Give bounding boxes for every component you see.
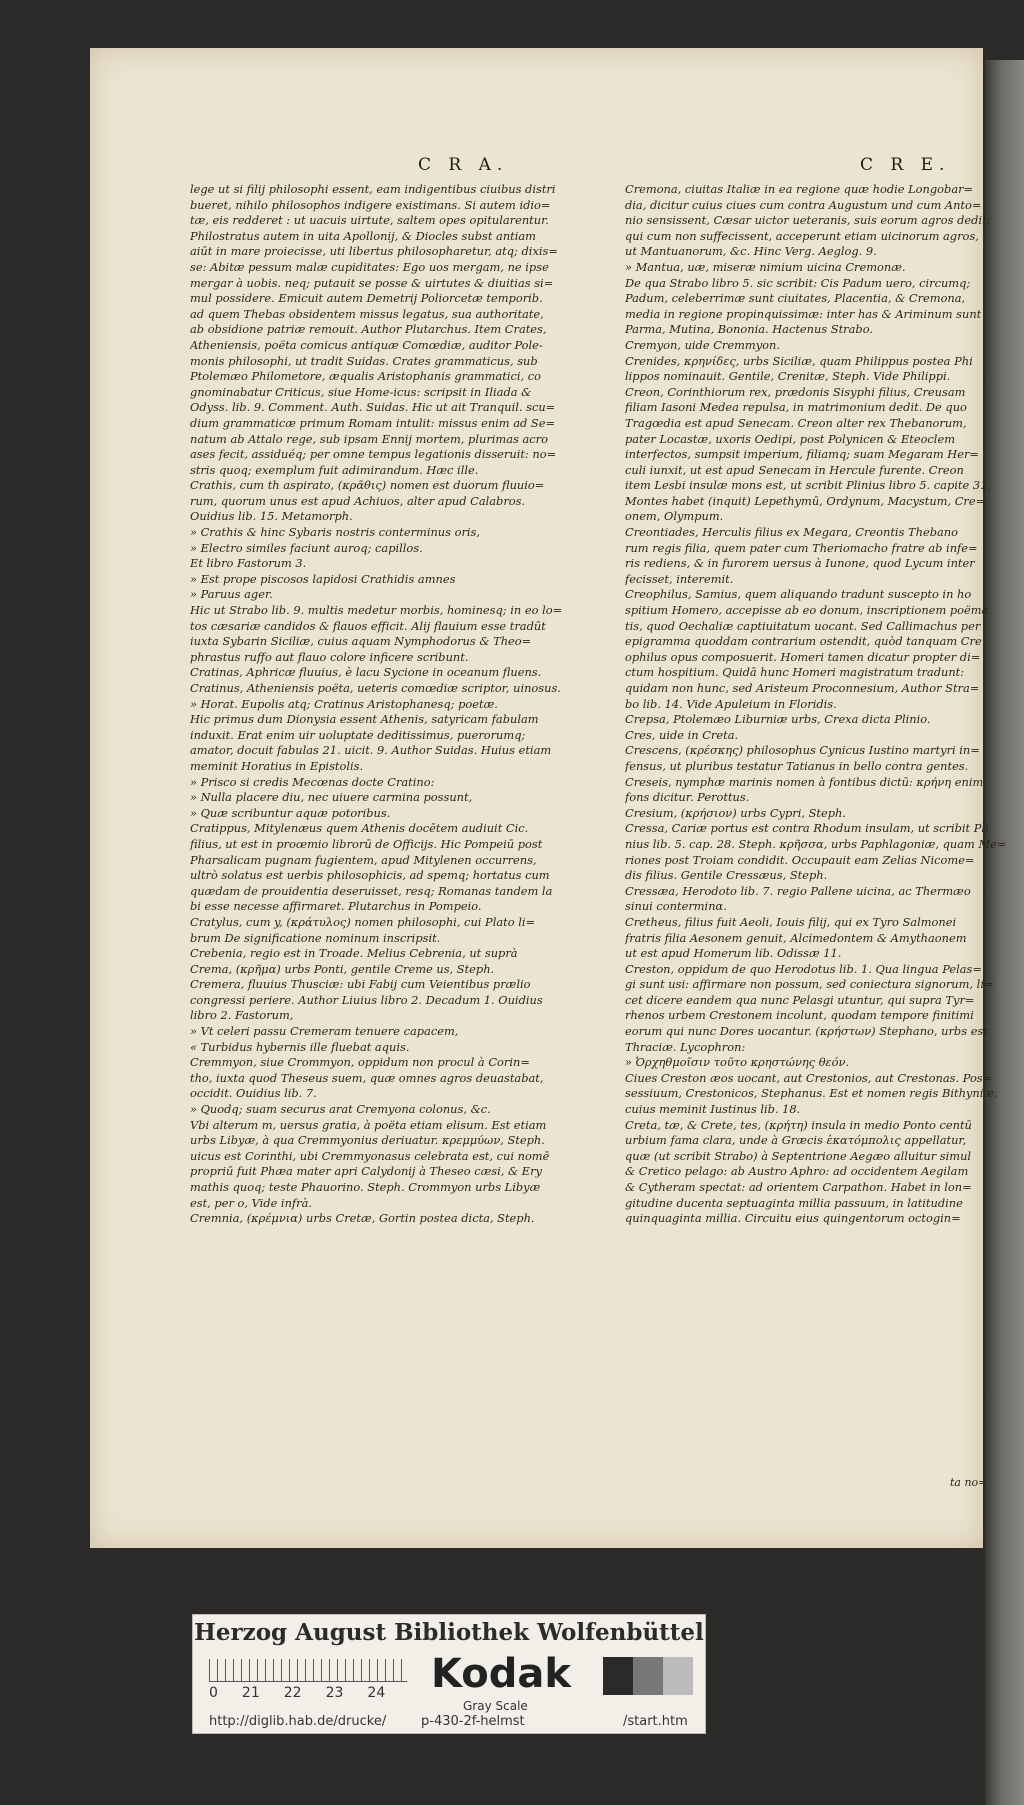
ruler-number: 21 xyxy=(241,1685,260,1701)
text-line: Montes habet (inquit) Lepethymū, Ordynum, Macystum, Cre= xyxy=(625,493,986,508)
text-line: Crema, (κρῆμα) urbs Ponti, gentile Creme us, Steph. xyxy=(190,961,495,976)
text-line: De qua Strabo libro 5. sic scribit: Cis Padum uero, circumq; xyxy=(625,275,971,290)
text-line: tho, iuxta quod Theseus suem, quæ omnes agros deuastabat, xyxy=(190,1070,544,1085)
library-name: Herzog August Bibliothek Wolfenbüttel xyxy=(194,1619,704,1646)
text-line: amator, docuit fabulas 21. uicit. 9. Author Suidas. Huius etiam xyxy=(190,743,552,758)
ruler-number: 0 xyxy=(209,1685,218,1701)
ruler-number: 23 xyxy=(325,1685,344,1701)
text-line: Ouidius lib. 15. Metamorph. xyxy=(190,509,353,524)
text-line: » Est prope piscosos lapidosi Crathidis amnes xyxy=(190,571,456,586)
text-line: Ptolemæo Philometore, æqualis Aristophanis grammatici, co xyxy=(190,369,541,384)
text-line: urbs Libyæ, à qua Cremmyonius deriuatur. κρεμμύων, Steph. xyxy=(190,1133,545,1148)
text-line: rum regis filia, quem pater cum Theriomacho fratre ab infe= xyxy=(625,540,978,555)
text-line: Cremona, ciuitas Italiæ in ea regione quæ hodie Longobar= xyxy=(625,182,974,196)
text-line: Cres, uide in Creta. xyxy=(625,727,739,742)
text-line: » Quæ scribuntur aquæ potoribus. xyxy=(190,805,391,820)
gray-scale-label: Gray Scale xyxy=(463,1699,528,1713)
text-line: eorum qui nunc Dores uocantur. (κρήστων) Stephano, urbs est xyxy=(625,1024,988,1039)
text-line: cet dicere eandem qua nunc Pelasgi utuntur, qui supra Tyr= xyxy=(625,992,975,1007)
text-line: Et libro Fastorum 3. xyxy=(190,556,307,571)
text-line: cuius meminit Iustinus lib. 18. xyxy=(625,1102,801,1117)
text-line: libro 2. Fastorum, xyxy=(190,1008,294,1023)
text-line: dium grammaticæ primum Romam intulit: missus enim ad Se= xyxy=(190,415,556,430)
text-line: onem, Olympum. xyxy=(625,509,724,524)
text-line: fons dicitur. Perottus. xyxy=(625,790,750,805)
text-line: & Cytheram spectat: ad orientem Carpathon. Habet in lon= xyxy=(625,1180,972,1194)
text-line: Pharsalicam pugnam fugientem, apud Mitylenen occurrens, xyxy=(190,852,537,867)
text-line: Thraciæ. Lycophron: xyxy=(625,1039,746,1054)
text-line: quæ (ut scribit Strabo) à Septentrione Aegæo alluitur simul xyxy=(625,1148,972,1163)
text-line: & Cretico pelago: ab Austro Aphro: ad occidentem Aegilam xyxy=(625,1164,969,1179)
text-line: Hic ut Strabo lib. 9. multis medetur morbis, hominesq; in eo lo= xyxy=(190,603,563,618)
text-line: quidam non hunc, sed Aristeum Proconnesium, Author Stra= xyxy=(625,681,980,695)
text-line: lege ut si filij philosophi essent, eam indigentibus ciuibus distri xyxy=(190,182,556,196)
text-line: Ciues Creston æos uocant, aut Crestonios, aut Crestonas. Pos= xyxy=(625,1070,993,1085)
text-line: ut est apud Homerum lib. Odissæ 11. xyxy=(625,946,842,961)
gray-patch xyxy=(603,1657,633,1695)
text-line: » Electro similes faciunt auroq; capillos. xyxy=(190,540,423,555)
text-line: Cressa, Cariæ portus est contra Rhodum insulam, ut scribit Pli xyxy=(625,821,989,836)
text-line: Crathis, cum th aspirato, (κρᾶθις) nomen est duorum fluuio= xyxy=(190,478,545,493)
text-line: lippos nominauit. Gentile, Crenitæ, Steph. Vide Philippi. xyxy=(625,369,951,384)
text-line: mathis quoq; teste Phauorino. Steph. Crommyon urbs Libyæ xyxy=(190,1180,541,1194)
url-row xyxy=(193,1711,705,1733)
text-line: » Quodq; suam securus arat Cremyona colonus, &c. xyxy=(190,1102,491,1117)
text-line: gi sunt usi: affirmare non possum, sed coniectura signorum, li= xyxy=(625,977,994,992)
text-line: ases fecit, assiduéq; per omne tempus legationis disseruit: no= xyxy=(190,447,557,462)
right-column-header: C R E. xyxy=(860,155,951,175)
text-line: se: Abitæ pessum malæ cupiditates: Ego uos mergam, ne ipse xyxy=(190,259,549,274)
text-line: Cremera, fluuius Thusciæ: ubi Fabij cum Veientibus prælio xyxy=(190,977,531,992)
text-line: uicus est Corinthi, ubi Cremmyonasus celebrata est, cui nomē xyxy=(190,1148,550,1163)
text-line: mergar à uobis. neq; putauit se posse & uirtutes & diuitias si= xyxy=(190,275,554,290)
text-line: aiūt in mare proiecisse, uti libertus philosopharetur, atq; dixis= xyxy=(190,244,558,259)
text-line: filiam Iasoni Medea repulsa, in matrimonium dedit. De quo xyxy=(625,400,967,415)
text-line: bueret, nihilo philosophos indigere existimans. Si autem idio= xyxy=(190,197,551,212)
text-line: phrastus ruffo aut flauo colore inficere scribunt. xyxy=(190,649,469,664)
text-line: Cremmyon, siue Crommyon, oppidum non procul à Corin= xyxy=(190,1055,530,1070)
text-line: Atheniensis, poëta comicus antiquæ Comœdiæ, auditor Pole- xyxy=(190,337,543,352)
text-line: Creta, tæ, & Crete, tes, (κρήτη) insula in medio Ponto centū xyxy=(625,1117,972,1132)
text-line: riones post Troiam condidit. Occupauit eam Zelias Nicome= xyxy=(625,852,975,867)
text-line: induxit. Erat enim uir uoluptate deditissimus, puerorumq; xyxy=(190,727,526,742)
text-line: Philostratus autem in uita Apollonij, & Diocles subst antiam xyxy=(190,228,536,243)
text-line: Odyss. lib. 9. Comment. Auth. Suidas. Hic ut ait Tranquil. scu= xyxy=(190,400,556,415)
ruler-numbers xyxy=(209,1685,429,1701)
left-column-header: C R A. xyxy=(418,155,509,175)
catchword: ta no= xyxy=(950,1476,988,1489)
gray-scale-patches xyxy=(603,1657,693,1695)
text-line: Vbi alterum m, uersus gratia, à poëta etiam elisum. Est etiam xyxy=(190,1117,547,1132)
text-line: Crescens, (κρέσκης) philosophus Cynicus Iustino martyri in= xyxy=(625,743,980,758)
text-line: epigramma quoddam contrarium ostendit, quòd tanquam Cre xyxy=(625,634,982,649)
text-line: propriū fuit Phæa mater apri Calydonij à Theseo cæsi, & Ery xyxy=(190,1164,542,1179)
text-line: ultrò solatus est uerbis philosophicis, ad spemq; hortatus cum xyxy=(190,868,550,883)
text-line: ctum hospitium. Quidā hunc Homeri magistratum tradunt: xyxy=(625,665,965,680)
text-line: Crenides, κρηνίδες, urbs Siciliæ, quam Philippus postea Phi xyxy=(625,353,973,368)
text-line: rum, quorum unus est apud Achiuos, alter apud Calabros. xyxy=(190,493,526,508)
text-line: dis filius. Gentile Cressæus, Steph. xyxy=(625,868,828,883)
text-line: media in regione propinquissimæ: inter has & Ariminum sunt xyxy=(625,306,982,321)
text-line: gnominabatur Criticus, siue Home-icus: scripsit in Iliada & xyxy=(190,384,532,399)
start-page: /start.htm xyxy=(623,1714,688,1729)
text-line: congressi periere. Author Liuius libro 2. Decadum 1. Ouidius xyxy=(190,992,543,1007)
text-line: » Crathis & hinc Sybaris nostris conterminus oris, xyxy=(190,525,481,540)
text-line: ab obsidione patriæ remouit. Author Plutarchus. Item Crates, xyxy=(190,322,547,337)
text-line: mul possidere. Emicuit autem Demetrij Poliorcetæ temporib. xyxy=(190,291,543,306)
text-line: stris quoq; exemplum fuit adimirandum. Hæc ille. xyxy=(190,462,479,477)
text-line: » Ὀρχηθμοῖσιν τοῦτο κρηστώνης θεόν. xyxy=(625,1055,850,1070)
text-line: Creston, oppidum de quo Herodotus lib. 1. Qua lingua Pelas= xyxy=(625,961,982,976)
text-line: tos cæsariæ candidos & flauos efficit. Alij flauium esse tradūt xyxy=(190,618,546,633)
text-line: tis, quod Oechaliæ captiuitatum uocant. Sed Callimachus per xyxy=(625,618,981,633)
text-line: Creseis, nymphæ marinis nomen à fontibus dictū: κρήνη enim xyxy=(625,774,984,789)
text-line: Cratippus, Mitylenæus quem Athenis docētem audiuit Cic. xyxy=(190,821,529,836)
text-line: Hic primus dum Dionysia essent Athenis, satyricam fabulam xyxy=(190,712,539,727)
text-line: natum ab Attalo rege, sub ipsam Ennij mortem, plurimas acro xyxy=(190,431,548,446)
text-line: « Turbidus hybernis ille fluebat aquis. xyxy=(190,1039,410,1054)
text-line: Crebenia, regio est in Troade. Melius Cebrenia, ut suprà xyxy=(190,946,518,961)
text-line: Padum, celeberrimæ sunt ciuitates, Placentia, & Cremona, xyxy=(625,291,966,306)
text-line: » Mantua, uæ, miseræ nimium uicina Cremonæ. xyxy=(625,259,906,274)
text-line: meminit Horatius in Epistolis. xyxy=(190,758,364,773)
shelfmark: p-430-2f-helmst xyxy=(421,1714,525,1729)
text-line: nius lib. 5. cap. 28. Steph. κρῆσσα, urbs Paphlagoniæ, quam Me= xyxy=(625,836,1007,851)
kodak-logo: Kodak xyxy=(431,1651,571,1697)
text-line: » Vt celeri passu Cremeram tenuere capacem, xyxy=(190,1024,459,1039)
text-line: iuxta Sybarin Siciliæ, cuius aquam Nymphodorus & Theo= xyxy=(190,634,532,649)
text-line: monis philosophi, ut tradit Suidas. Crates grammaticus, sub xyxy=(190,353,538,368)
text-line: » Horat. Eupolis atq; Cratinus Aristophanesq; poetæ. xyxy=(190,696,498,711)
text-line: pater Locastæ, uxoris Oedipi, post Polynicen & Eteoclem xyxy=(625,431,955,446)
text-line: Creontiades, Herculis filius ex Megara, Creontis Thebano xyxy=(625,525,958,540)
text-line: urbium fama clara, unde à Græcis ἑκατόμπολις appellatur, xyxy=(625,1133,967,1148)
text-line: fecisset, interemit. xyxy=(625,571,734,586)
text-line: quinquaginta millia. Circuitu eius quingentorum octogin= xyxy=(625,1211,961,1226)
text-line: » Nulla placere diu, nec uiuere carmina possunt, xyxy=(190,790,473,805)
text-line: » Prisco si credis Mecœnas docte Cratino: xyxy=(190,774,435,789)
text-line: Cratinus, Atheniensis poëta, ueteris comœdiæ scriptor, uinosus. xyxy=(190,681,561,695)
text-line: tæ, eis redderet : ut uacuis uirtute, saltem opes opitularentur. xyxy=(190,213,549,228)
text-line: Tragœdia est apud Senecam. Creon alter rex Thebanorum, xyxy=(625,415,967,430)
text-line: culi iunxit, ut est apud Senecam in Hercule furente. Creon xyxy=(625,462,964,477)
ruler-number: 22 xyxy=(283,1685,302,1701)
text-line: Crepsa, Ptolemæo Liburniæ urbs, Crexa dicta Plinio. xyxy=(625,712,931,727)
url-base: http://diglib.hab.de/drucke/ xyxy=(209,1714,387,1729)
ruler-number: 24 xyxy=(367,1685,386,1701)
text-line: ad quem Thebas obsidentem missus legatus, sua authoritate, xyxy=(190,306,544,321)
text-line: filius, ut est in proœmio librorū de Officijs. Hic Pompeiū post xyxy=(190,836,543,851)
text-line: bi esse necesse affirmaret. Plutarchus in Pompeio. xyxy=(190,899,482,914)
text-line: rhenos urbem Crestonem incolunt, quodam tempore finitimi xyxy=(625,1008,974,1023)
text-line: fensus, ut pluribus testatur Tatianus in bello contra gentes. xyxy=(625,758,969,773)
text-line: ut Mantuanorum, &c. Hinc Verg. Aeglog. 9. xyxy=(625,244,877,259)
text-line: Cressæa, Herodoto lib. 7. regio Pallene uicina, ac Thermæo xyxy=(625,883,971,898)
text-line: sessiuum, Crestonicos, Stephanus. Est et nomen regis Bithyniæ, xyxy=(625,1086,998,1101)
text-line: qui cum non suffecissent, acceperunt etiam uicinorum agros, xyxy=(625,228,979,243)
text-line: Parma, Mutina, Bononia. Hactenus Strabo. xyxy=(625,322,873,337)
gray-patch xyxy=(663,1657,693,1695)
text-line: bo lib. 14. Vide Apuleium in Floridis. xyxy=(625,696,837,711)
text-line: Creon, Corinthiorum rex, prædonis Sisyphi filius, Creusam xyxy=(625,384,966,399)
text-line: occidit. Ouidius lib. 7. xyxy=(190,1086,317,1101)
text-line: gitudine ducenta septuaginta millia passuum, in latitudine xyxy=(625,1195,963,1210)
text-line: Cretheus, filius fuit Aeoli, Iouis filij, qui ex Tyro Salmonei xyxy=(625,914,957,929)
gray-patch xyxy=(633,1657,663,1695)
library-target-strip xyxy=(192,1614,706,1734)
text-line: Cratylus, cum y, (κράτυλος) nomen philosophi, cui Plato li= xyxy=(190,914,536,929)
text-line: » Paruus ager. xyxy=(190,587,273,602)
right-column-text xyxy=(625,182,1020,1227)
text-line: Creophilus, Samius, quem aliquando tradunt suscepto in ho xyxy=(625,587,972,602)
text-line: fratris filia Aesonem genuit, Alcimedontem & Amythaonem xyxy=(625,930,967,945)
text-line: interfectos, sumpsit imperium, filiamq; suam Megaram Her= xyxy=(625,447,979,462)
text-line: brum De significatione nominum inscripsit. xyxy=(190,930,441,945)
text-line: Cresium, (κρήσιον) urbs Cypri, Steph. xyxy=(625,805,846,820)
text-line: Cratinas, Aphricæ fluuius, è lacu Sycione in oceanum fluens. xyxy=(190,665,542,680)
text-line: ris rediens, & in furorem uersus à Iunone, quod Lycum inter xyxy=(625,556,975,571)
text-line: ophilus opus composuerit. Homeri tamen dicatur propter di= xyxy=(625,649,981,664)
text-line: sinui conterminα. xyxy=(625,899,727,914)
text-line: nio sensissent, Cæsar uictor ueteranis, suis eorum agros dedit: xyxy=(625,213,991,228)
text-line: Cremnia, (κρέμνια) urbs Cretæ, Gortin postea dicta, Steph. xyxy=(190,1211,535,1226)
text-line: est, per o, Vide infrà. xyxy=(190,1195,312,1210)
text-line: item Lesbi insulæ mons est, ut scribit Plinius libro 5. capite 31. xyxy=(625,478,991,493)
left-column-text xyxy=(190,182,590,1227)
text-line: Cremyon, uide Cremmyon. xyxy=(625,337,780,352)
text-line: spitium Homero, accepisse ab eo donum, inscriptionem poëma xyxy=(625,603,989,618)
text-line: quædam de prouidentia deseruisset, resq; Romanas tandem la xyxy=(190,883,553,898)
scale-ruler xyxy=(209,1659,407,1682)
text-line: dia, dicitur cuius ciues cum contra Augustum und cum Anto= xyxy=(625,197,982,212)
